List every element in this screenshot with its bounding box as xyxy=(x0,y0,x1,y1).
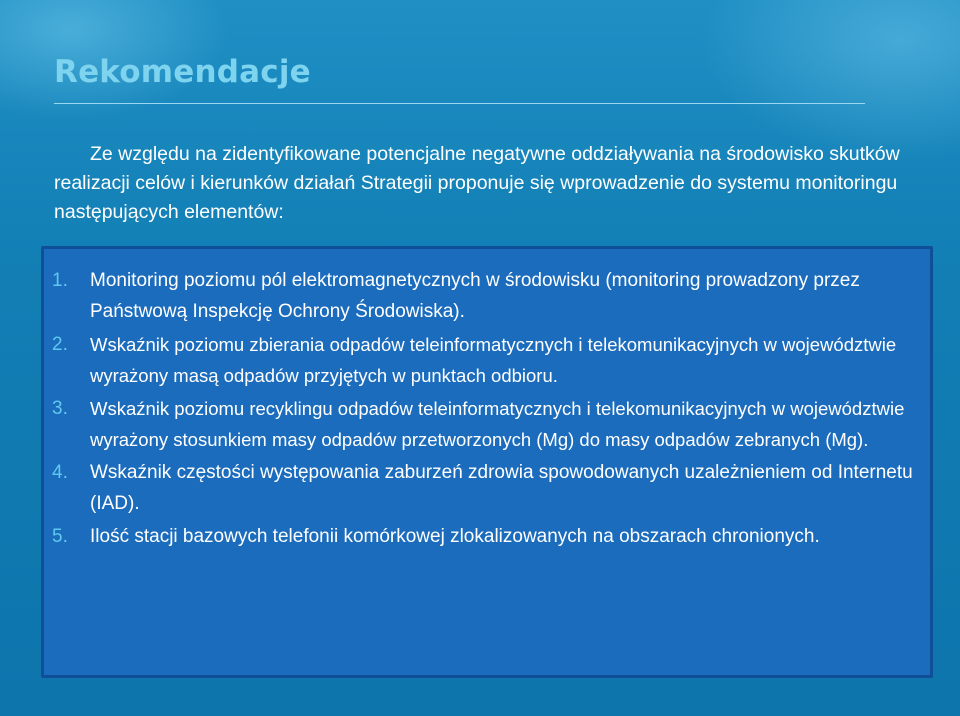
item-text: Wskaźnik poziomu zbierania odpadów teleinformatycznych i telekomunikacyjnych w województwie wyrażony masą odpadów przyjętych w punktach odbioru. xyxy=(90,334,897,386)
recommendations-list xyxy=(52,266,942,556)
list-item xyxy=(52,458,942,519)
item-number: 2. xyxy=(52,334,68,355)
item-text: Ilość stacji bazowych telefonii komórkowej zlokalizowanych na obszarach chronionych. xyxy=(90,526,820,547)
title-underline xyxy=(54,103,865,104)
slide-title: Rekomendacje xyxy=(54,54,311,90)
intro-paragraph: Ze względu na zidentyfikowane potencjalne negatywne oddziaływania na środowisko skutków realizacji celów i kierunków działań Strategii proponuje się wprowadzenie do systemu monitoringu następujących elementów: xyxy=(54,143,900,223)
item-text: Wskaźnik poziomu recyklingu odpadów teleinformatycznych i telekomunikacyjnych w województwie wyrażony stosunkiem masy odpadów przetworzonych (Mg) do masy odpadów zebranych (Mg). xyxy=(90,398,905,450)
item-number: 1. xyxy=(52,270,68,291)
item-text: Monitoring poziomu pól elektromagnetycznych w środowisku (monitoring prowadzony przez Państwową Inspekcję Ochrony Środowiska). xyxy=(90,270,860,322)
item-number: 5. xyxy=(52,526,68,547)
item-number: 4. xyxy=(52,462,68,483)
list-item xyxy=(52,330,942,391)
item-number: 3. xyxy=(52,398,68,419)
list-item xyxy=(52,522,942,553)
list-item xyxy=(52,266,942,327)
item-text: Wskaźnik częstości występowania zaburzeń zdrowia spowodowanych uzależnieniem od Internetu (IAD). xyxy=(90,462,913,514)
list-item xyxy=(52,394,942,455)
